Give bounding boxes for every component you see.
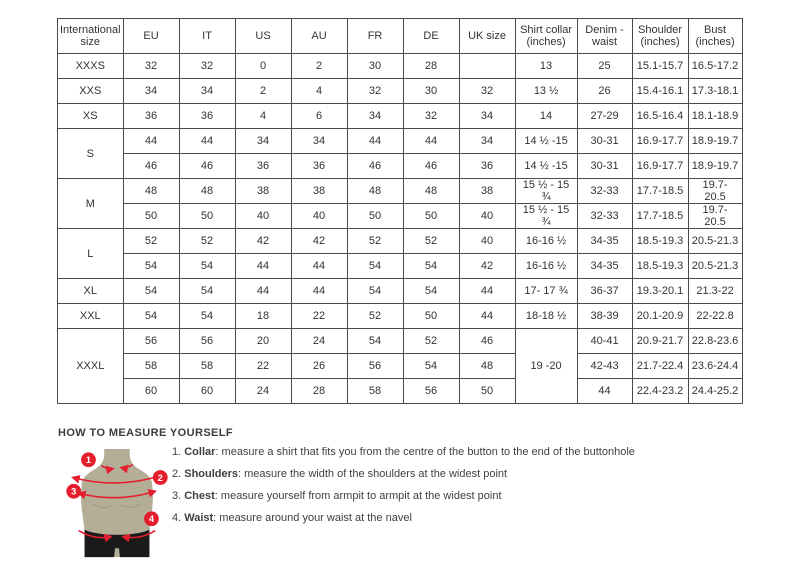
table-cell: 20.9-21.7 <box>632 329 688 354</box>
column-header-uk-size: UK size <box>459 19 515 54</box>
table-row-s-2 <box>58 154 743 179</box>
table-cell: 54 <box>403 279 459 304</box>
table-cell: 18.9-19.7 <box>688 129 742 154</box>
table-cell: 44 <box>459 279 515 304</box>
column-header-fr: FR <box>347 19 403 54</box>
table-cell: 52 <box>403 329 459 354</box>
table-cell: 30 <box>403 79 459 104</box>
table-cell: 54 <box>179 279 235 304</box>
table-cell: 30 <box>347 54 403 79</box>
measure-point-1-badge <box>81 452 96 467</box>
table-cell: 50 <box>179 204 235 229</box>
table-cell: 16.9-17.7 <box>632 154 688 179</box>
step-label: Chest <box>184 490 215 502</box>
column-header-shoulder: Shoulder (inches) <box>632 19 688 54</box>
table-cell: 42-43 <box>577 354 632 379</box>
table-cell: 58 <box>123 354 179 379</box>
table-cell: 44 <box>291 279 347 304</box>
table-cell: 40 <box>235 204 291 229</box>
table-cell: 50 <box>403 204 459 229</box>
table-cell: 48 <box>459 354 515 379</box>
table-cell: 17.3-18.1 <box>688 79 742 104</box>
size-label-cell: L <box>58 229 124 279</box>
table-cell: 56 <box>123 329 179 354</box>
table-cell: 30-31 <box>577 129 632 154</box>
table-cell: 40 <box>459 229 515 254</box>
table-cell: 22.8-23.6 <box>688 329 742 354</box>
table-cell: 4 <box>235 104 291 129</box>
table-cell: 44 <box>291 254 347 279</box>
table-cell: 32 <box>123 54 179 79</box>
table-cell: 48 <box>347 179 403 204</box>
column-header-eu: EU <box>123 19 179 54</box>
table-cell: 14 <box>515 104 577 129</box>
table-row-xs <box>58 104 743 129</box>
column-header-de: DE <box>403 19 459 54</box>
column-header-au: AU <box>291 19 347 54</box>
table-cell: 32 <box>459 79 515 104</box>
table-cell: 15.4-16.1 <box>632 79 688 104</box>
step-label: Waist <box>184 512 214 524</box>
size-label-cell: XXS <box>58 79 124 104</box>
measure-point-2-badge <box>153 470 168 485</box>
table-cell: 24.4-25.2 <box>688 379 742 404</box>
table-cell: 36 <box>291 154 347 179</box>
table-cell: 50 <box>403 304 459 329</box>
table-cell: 34-35 <box>577 254 632 279</box>
measure-instructions <box>172 446 635 534</box>
table-cell: 24 <box>291 329 347 354</box>
table-cell: 15 ½ - 15 ¾ <box>515 179 577 204</box>
table-cell: 20.1-20.9 <box>632 304 688 329</box>
table-cell: 38 <box>235 179 291 204</box>
table-cell: 13 ½ <box>515 79 577 104</box>
table-cell: 20.5-21.3 <box>688 229 742 254</box>
table-cell: 40 <box>291 204 347 229</box>
table-cell: 44 <box>235 254 291 279</box>
table-cell: 21.3-22 <box>688 279 742 304</box>
table-row-xxxl-2 <box>58 354 743 379</box>
table-row-m-1 <box>58 179 743 204</box>
table-cell: 28 <box>291 379 347 404</box>
size-chart-table <box>57 18 743 404</box>
table-cell: 34 <box>123 79 179 104</box>
step-text: : measure around your waist at the navel <box>213 512 412 524</box>
table-cell: 54 <box>123 279 179 304</box>
measure-section-heading: HOW TO MEASURE YOURSELF <box>58 427 234 439</box>
table-cell: 52 <box>347 229 403 254</box>
table-cell: 36 <box>179 104 235 129</box>
table-cell: 34 <box>291 129 347 154</box>
table-row-l-1 <box>58 229 743 254</box>
header-row <box>58 19 743 54</box>
table-cell: 34 <box>179 79 235 104</box>
size-label-cell: M <box>58 179 124 229</box>
torso-measurement-illustration <box>58 446 176 566</box>
table-cell: 2 <box>291 54 347 79</box>
table-cell: 48 <box>403 179 459 204</box>
table-cell: 32 <box>403 104 459 129</box>
size-label-cell: XL <box>58 279 124 304</box>
table-cell: 22-22.8 <box>688 304 742 329</box>
table-cell: 13 <box>515 54 577 79</box>
table-cell: 52 <box>403 229 459 254</box>
table-cell: 58 <box>347 379 403 404</box>
table-cell: 28 <box>403 54 459 79</box>
table-cell: 36-37 <box>577 279 632 304</box>
table-cell: 58 <box>179 354 235 379</box>
svg-text:4: 4 <box>148 514 155 525</box>
table-cell: 60 <box>179 379 235 404</box>
table-cell: 38 <box>291 179 347 204</box>
table-row-m-2 <box>58 204 743 229</box>
table-row-xxxl-3 <box>58 379 743 404</box>
table-cell: 18.1-18.9 <box>688 104 742 129</box>
table-cell: 52 <box>179 229 235 254</box>
table-cell: 14 ½ -15 <box>515 154 577 179</box>
svg-text:2: 2 <box>157 472 163 483</box>
table-cell: 54 <box>347 329 403 354</box>
table-cell: 16.9-17.7 <box>632 129 688 154</box>
column-header-denim-waist: Denim - waist <box>577 19 632 54</box>
table-cell: 54 <box>403 254 459 279</box>
table-cell: 34 <box>347 104 403 129</box>
column-header-it: IT <box>179 19 235 54</box>
step-text: : measure a shirt that fits you from the centre of the button to the end of the buttonhole <box>215 446 635 458</box>
table-row-xxxs <box>58 54 743 79</box>
table-cell: 2 <box>235 79 291 104</box>
table-cell: 16-16 ½ <box>515 254 577 279</box>
table-cell: 18-18 ½ <box>515 304 577 329</box>
table-cell: 36 <box>123 104 179 129</box>
column-header-international-size: International size <box>58 19 124 54</box>
table-cell: 46 <box>123 154 179 179</box>
size-label-cell: XXXS <box>58 54 124 79</box>
table-cell: 19.7- 20.5 <box>688 204 742 229</box>
table-cell: 48 <box>123 179 179 204</box>
table-cell: 34-35 <box>577 229 632 254</box>
size-label-cell: XXXL <box>58 329 124 404</box>
table-cell: 50 <box>347 204 403 229</box>
table-cell: 54 <box>347 279 403 304</box>
table-cell: 54 <box>123 304 179 329</box>
column-header-shirt-collar: Shirt collar (inches) <box>515 19 577 54</box>
table-cell: 17.7-18.5 <box>632 179 688 204</box>
table-cell: 44 <box>459 304 515 329</box>
table-cell: 15 ½ - 15 ¾ <box>515 204 577 229</box>
step-text: : measure the width of the shoulders at the widest point <box>238 468 508 480</box>
table-cell: 44 <box>235 279 291 304</box>
table-cell: 48 <box>179 179 235 204</box>
table-cell: 44 <box>577 379 632 404</box>
table-cell: 15.1-15.7 <box>632 54 688 79</box>
svg-text:3: 3 <box>71 486 77 497</box>
measure-step-collar <box>172 446 635 458</box>
table-cell: 54 <box>347 254 403 279</box>
table-cell: 50 <box>123 204 179 229</box>
table-row-xxl <box>58 304 743 329</box>
table-cell: 40-41 <box>577 329 632 354</box>
table-cell: 32 <box>179 54 235 79</box>
size-label-cell: S <box>58 129 124 179</box>
table-cell: 44 <box>123 129 179 154</box>
step-text: : measure yourself from armpit to armpit at the widest point <box>214 490 502 502</box>
table-cell-collar-merged: 19 -20 <box>515 329 577 404</box>
table-cell: 50 <box>459 379 515 404</box>
table-cell: 34 <box>459 129 515 154</box>
table-cell: 21.7-22.4 <box>632 354 688 379</box>
table-row-xxs <box>58 79 743 104</box>
table-cell: 38-39 <box>577 304 632 329</box>
table-cell: 6 <box>291 104 347 129</box>
measure-point-4-badge <box>144 511 159 526</box>
table-cell: 16-16 ½ <box>515 229 577 254</box>
table-cell: 42 <box>459 254 515 279</box>
measure-step-chest <box>172 490 635 502</box>
table-cell: 32-33 <box>577 204 632 229</box>
size-label-cell: XXL <box>58 304 124 329</box>
table-cell: 54 <box>403 354 459 379</box>
step-label: Collar <box>184 446 216 458</box>
table-cell: 54 <box>179 304 235 329</box>
table-cell: 19.7- 20.5 <box>688 179 742 204</box>
table-cell: 46 <box>459 329 515 354</box>
table-cell: 56 <box>179 329 235 354</box>
table-cell: 16.5-16.4 <box>632 104 688 129</box>
table-cell: 56 <box>347 354 403 379</box>
table-row-s-1 <box>58 129 743 154</box>
table-cell: 34 <box>235 129 291 154</box>
table-cell: 26 <box>291 354 347 379</box>
table-cell: 20 <box>235 329 291 354</box>
measure-step-shoulders <box>172 468 635 480</box>
table-cell: 36 <box>459 154 515 179</box>
table-cell: 54 <box>123 254 179 279</box>
table-cell: 42 <box>235 229 291 254</box>
table-cell: 22 <box>291 304 347 329</box>
table-cell: 44 <box>403 129 459 154</box>
table-cell: 36 <box>235 154 291 179</box>
measure-step-waist <box>172 512 635 524</box>
table-cell: 18.5-19.3 <box>632 229 688 254</box>
table-cell: 44 <box>347 129 403 154</box>
column-header-us: US <box>235 19 291 54</box>
table-cell: 24 <box>235 379 291 404</box>
table-cell: 14 ½ -15 <box>515 129 577 154</box>
table-cell: 52 <box>123 229 179 254</box>
table-cell: 23.6-24.4 <box>688 354 742 379</box>
table-cell: 18.9-19.7 <box>688 154 742 179</box>
table-cell: 19.3-20.1 <box>632 279 688 304</box>
table-cell: 32-33 <box>577 179 632 204</box>
table-cell: 40 <box>459 204 515 229</box>
table-cell: 44 <box>179 129 235 154</box>
table-cell <box>459 54 515 79</box>
step-number: 3. <box>172 490 185 502</box>
table-cell: 27-29 <box>577 104 632 129</box>
table-cell: 42 <box>291 229 347 254</box>
table-row-l-2 <box>58 254 743 279</box>
table-cell: 17- 17 ¾ <box>515 279 577 304</box>
table-cell: 18 <box>235 304 291 329</box>
table-cell: 60 <box>123 379 179 404</box>
size-label-cell: XS <box>58 104 124 129</box>
measure-point-3-badge <box>66 484 81 499</box>
table-cell: 38 <box>459 179 515 204</box>
step-number: 2. <box>172 468 185 480</box>
table-cell: 56 <box>403 379 459 404</box>
table-cell: 20.5-21.3 <box>688 254 742 279</box>
table-cell: 0 <box>235 54 291 79</box>
table-cell: 22.4-23.2 <box>632 379 688 404</box>
table-row-xl <box>58 279 743 304</box>
table-cell: 32 <box>347 79 403 104</box>
table-cell: 52 <box>347 304 403 329</box>
table-row-xxxl-1 <box>58 329 743 354</box>
table-cell: 46 <box>347 154 403 179</box>
step-number: 1. <box>172 446 185 458</box>
step-number: 4. <box>172 512 185 524</box>
table-cell: 18.5-19.3 <box>632 254 688 279</box>
table-cell: 26 <box>577 79 632 104</box>
table-cell: 22 <box>235 354 291 379</box>
table-cell: 30-31 <box>577 154 632 179</box>
column-header-bust: Bust (inches) <box>688 19 742 54</box>
svg-text:1: 1 <box>85 455 92 466</box>
table-cell: 4 <box>291 79 347 104</box>
table-cell: 46 <box>403 154 459 179</box>
table-cell: 16.5-17.2 <box>688 54 742 79</box>
table-cell: 46 <box>179 154 235 179</box>
table-cell: 25 <box>577 54 632 79</box>
table-cell: 54 <box>179 254 235 279</box>
table-cell: 17.7-18.5 <box>632 204 688 229</box>
step-label: Shoulders <box>184 468 239 480</box>
table-cell: 34 <box>459 104 515 129</box>
